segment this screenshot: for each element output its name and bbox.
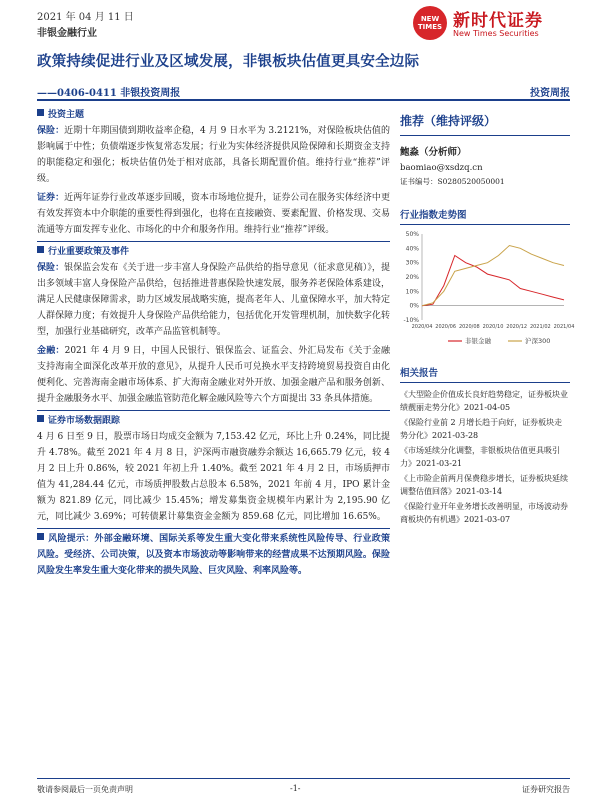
index-chart xyxy=(400,228,575,351)
footer-label: 证券研究报告 xyxy=(522,785,570,794)
related-report[interactable]: 《市场延续分化调整，非银板块估值更具吸引力》2021-03-21 xyxy=(400,446,560,468)
related-report[interactable]: 《保险行业前 2 月增长趋于向好，证券板块走势分化》2021-03-28 xyxy=(400,418,563,440)
risk-warning: 风险提示：外部金融环境、国际关系等发生重大变化带来系统性风险传导、行业政策风险。受经济、公司决策，以及资本市场波动等影响带来的经营成果不达预期风险。保险风险发生率发生重大变化带来的损失风险、巨灾风险、利率风险等。 xyxy=(37,534,390,576)
invest-insurance: 保险：近期十年期国债到期收益率企稳，4 月 9 日水平为 3.2121%，对保险板块估值的影响属于中性；负债端逐步恢复常态发展；行业为实体经济提供风险保障和长期资金支持的职能稳定和强化；板块估值仍处于相对底部，具备长期配置价值。维持行业“推荐”评级。 xyxy=(37,126,390,184)
y-tick-label: 0% xyxy=(409,302,419,310)
report-date: 2021 年 04 月 11 日 xyxy=(37,12,134,23)
chart-heading: 行业指数走势图 xyxy=(400,207,570,225)
analyst-name: 鲍淼（分析师） xyxy=(400,147,467,158)
section-policy-head: 行业重要政策及事件 xyxy=(37,244,390,260)
x-tick-label: 2020/10 xyxy=(482,324,504,330)
sidebar xyxy=(400,105,575,528)
square-bullet-icon xyxy=(37,415,44,422)
invest-securities: 证券：近两年证券行业改革逐步回暖，资本市场地位提升，证券公司在服务实体经济中更有效发挥资本中介职能的重要性得到强化，也将在直接融资、要素配置、价格发现、交易流通等方面发挥专业化、市场化的中介和服务作用。维持行业“推荐”评级。 xyxy=(37,193,390,235)
page-number: -1- xyxy=(290,784,301,793)
section-divider xyxy=(37,241,390,242)
section-divider xyxy=(37,410,390,411)
chart-svg xyxy=(400,228,575,348)
legend-label: 沪深300 xyxy=(525,337,551,345)
analyst-cert: 证书编号：S0280520050001 xyxy=(400,177,505,186)
square-bullet-icon xyxy=(37,246,44,253)
x-tick-label: 2020/04 xyxy=(411,324,433,330)
related-report[interactable]: 《大型险企价值成长良好趋势稳定，证券板块业绩靓丽走势分化》2021-04-05 xyxy=(400,390,568,412)
x-tick-label: 2020/06 xyxy=(435,324,457,330)
logo-en: New Times Securities xyxy=(453,29,539,38)
logo-badge: NEW TIMES xyxy=(413,6,447,40)
x-tick-label: 2021/04 xyxy=(553,324,575,330)
y-tick-label: 10% xyxy=(405,288,419,296)
related-list xyxy=(400,388,570,526)
section-divider xyxy=(37,528,390,529)
analyst-email[interactable]: baomiao@xsdzq.cn xyxy=(400,163,483,173)
y-tick-label: -10% xyxy=(403,317,419,324)
related-report[interactable]: 《保险行业开年业务增长改善明显，市场波动券商板块仍有机遇》2021-03-07 xyxy=(400,502,568,524)
legend-label: 非银金融 xyxy=(465,337,491,345)
related-report[interactable]: 《上市险企前两月保费稳步增长，证券板块延续调整估值回落》2021-03-14 xyxy=(400,474,568,496)
square-bullet-icon xyxy=(37,533,44,540)
series-line xyxy=(422,256,564,306)
x-tick-label: 2020/08 xyxy=(458,324,480,330)
header-rule xyxy=(37,99,570,101)
rating: 推荐（维持评级） xyxy=(400,105,570,136)
y-tick-label: 30% xyxy=(405,259,419,267)
section-market-head: 证券市场数据跟踪 xyxy=(37,413,390,429)
report-title: 政策持续促进行业及区域发展，非银板块估值更具安全边际 xyxy=(37,53,420,70)
company-logo xyxy=(413,6,583,42)
x-tick-label: 2020/12 xyxy=(506,324,528,330)
policy-insurance: 保险：银保监会发布《关于进一步丰富人身保险产品供给的指导意见（征求意见稿）》，提出多领域丰富人身保险产品供给，包括推进普惠保险快速发展，服务养老保险体系建设，满足人民健康保障需求，助力区域发展战略实施，提高老年人、儿童保障水平，加大特定人群保障力度；有效提升人身保险产品供给能力，包括优化开发管理机制，加快数字化转型，加强行业基础研究，改革产品监管机制等。 xyxy=(37,263,390,337)
x-tick-label: 2021/02 xyxy=(529,324,551,330)
footer-disclaimer[interactable]: 敬请参阅最后一页免责声明 xyxy=(37,785,133,794)
logo-cn: 新时代证券 xyxy=(453,11,543,31)
footer-rule xyxy=(37,778,570,779)
report-type: 投资周报 xyxy=(530,88,570,99)
y-tick-label: 20% xyxy=(405,274,419,281)
report-subtitle: ——0406-0411 非银投资周报 xyxy=(37,88,181,99)
policy-finance: 金融：2021 年 4 月 9 日，中国人民银行、银保监会、证监会、外汇局发布《关于金融支持海南全面深化改革开放的意见》，从提升人民币可兑换水平支持跨境贸易投资自由化便利化、完善海南金融市场体系、扩大海南金融业对外开放、加强金融产品和服务创新、提升金融服务水平、加强金融监管防范化解金融风险等六个方面提出 33 条具体措施。 xyxy=(37,346,390,404)
section-invest-head: 投资主题 xyxy=(37,107,390,123)
main-content xyxy=(37,105,390,579)
y-tick-label: 40% xyxy=(405,245,419,253)
market-data: 4 月 6 日至 9 日，股票市场日均成交金额为 7,153.42 亿元，环比上升 0.24%，同比提升 4.78%。截至 2021 年 4 月 8 日，沪深两市融资融券余额达 16,665.79 亿元，较 4 月 2 日上升 0.86%，较 2021 年初上升 1.40%。截至 2021 年 4 月 2 日，市场质押市值为 41,284.44 亿元，市场质押股数占总股本 6.58%，2021 年前 4 月，IPO 累计金额为 821.89 亿元，同比减少 15.45%；增发募集资金规模年内累计为 2,195.90 亿元，同比减少 3.69%；可转债累计募集资金金额为 859.68 亿元，同比增加 16.65%。 xyxy=(37,432,390,522)
square-bullet-icon xyxy=(37,109,44,116)
y-tick-label: 50% xyxy=(405,231,419,238)
industry-label: 非银金融行业 xyxy=(37,28,97,39)
related-heading: 相关报告 xyxy=(400,365,570,383)
